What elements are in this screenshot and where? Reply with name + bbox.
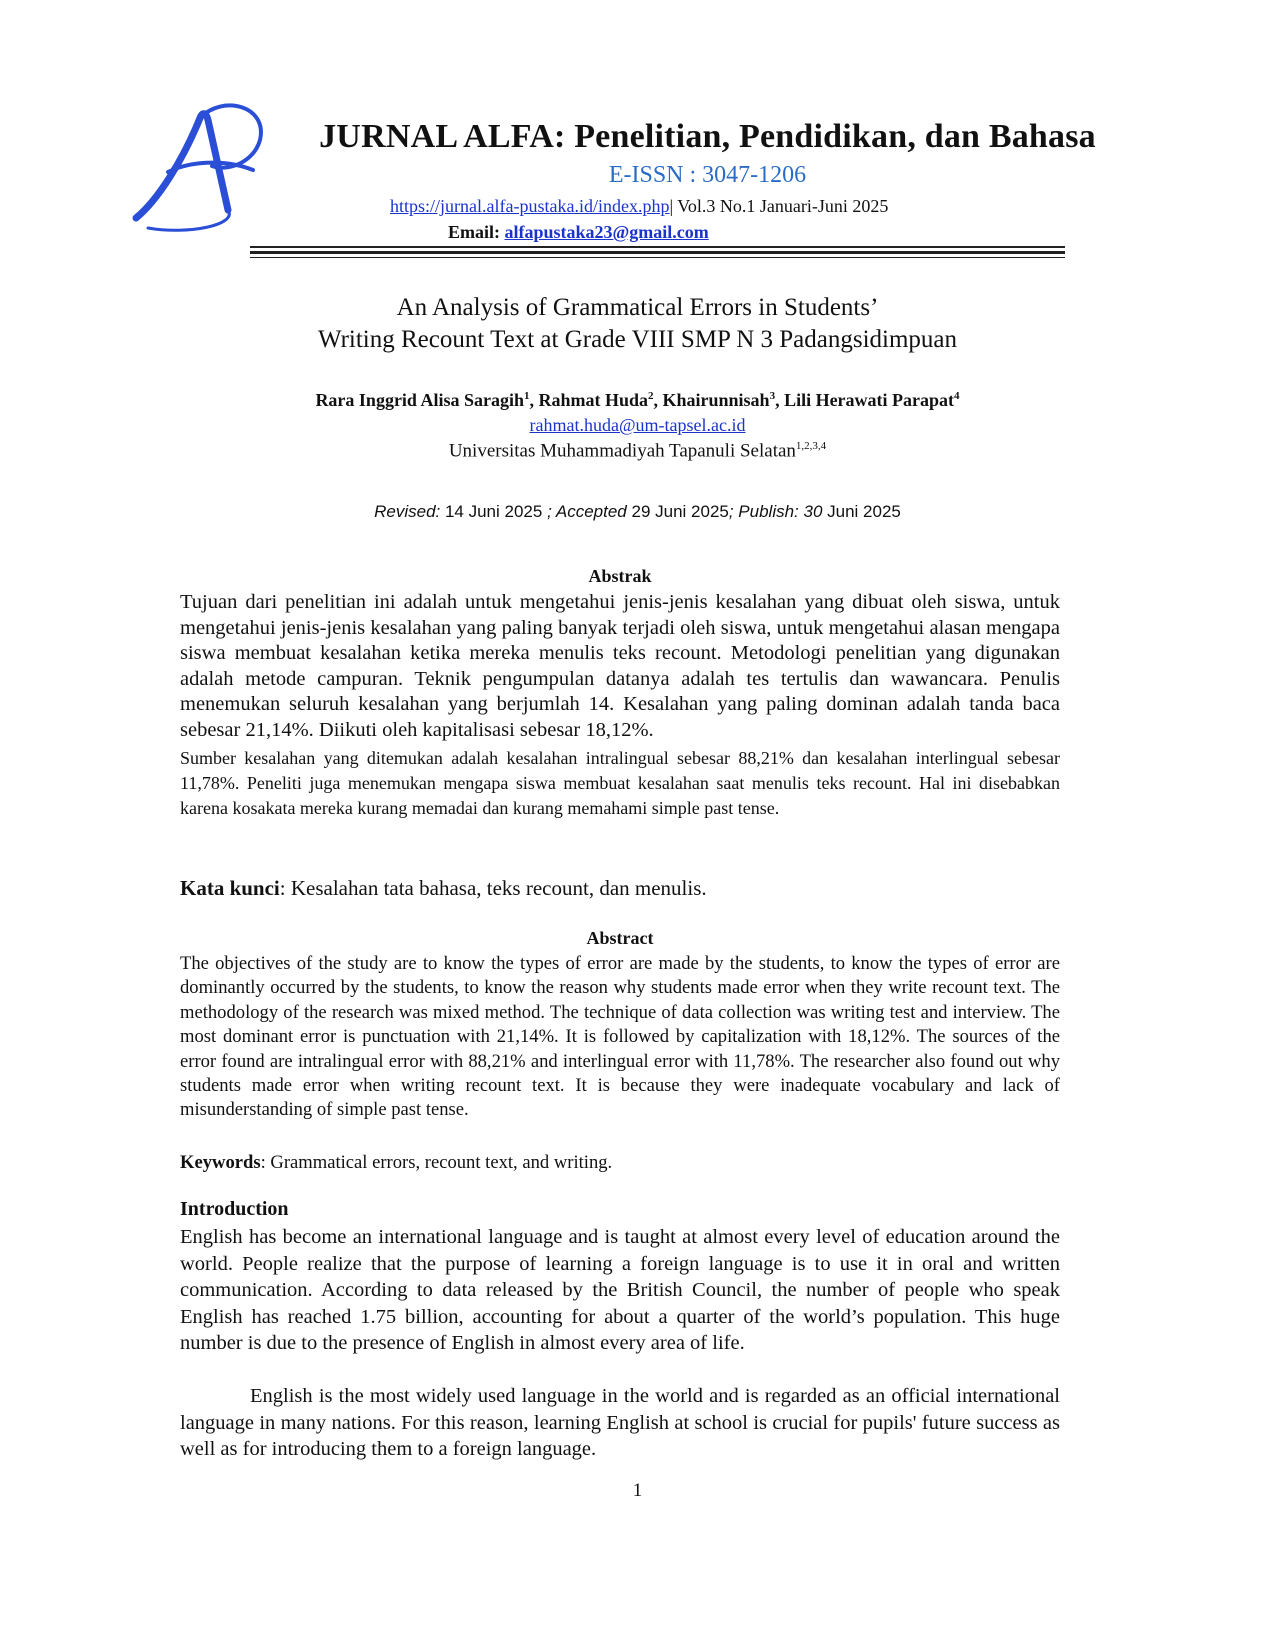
journal-email-link[interactable]: alfapustaka23@gmail.com	[504, 222, 709, 242]
journal-title: JURNAL ALFA: Penelitian, Pendidikan, dan Bahasa	[319, 118, 1096, 155]
author-name: Rahmat Huda	[538, 390, 648, 410]
affiliation	[0, 440, 1275, 462]
affiliation-sup: 1,2,3,4	[795, 440, 827, 452]
author-sup: 1	[523, 390, 530, 402]
author-sup: 3	[769, 390, 776, 402]
author-list: Rara Inggrid Alisa Saragih$^1$, Rahmat Huda$^2$, Khairunnisah$^3$, Lili Herawati Parapat$^4$	[315, 390, 960, 410]
publish-date: Juni 2025	[822, 502, 901, 521]
author-sup: 4	[954, 390, 960, 402]
accepted-date: 29 Juni 2025	[626, 502, 729, 521]
abstrak-heading: Abstrak	[588, 566, 652, 586]
revised-label: Revised:	[374, 502, 441, 521]
author-sup: 2	[648, 390, 654, 402]
paper-title-line2: Writing Recount Text at Grade VIII SMP N 3 Padangsidimpuan	[317, 326, 958, 353]
paper-title-line1: An Analysis of Grammatical Errors in Students’	[396, 294, 879, 321]
header-rule	[250, 251, 1065, 254]
email-label: Email:	[448, 222, 505, 242]
abstrak-body: Tujuan dari penelitian ini adalah untuk mengetahui jenis-jenis kesalahan yang dibuat oleh siswa, untuk mengetahui jenis-jenis kesalahan yang paling banyak terjadi oleh siswa, untuk mengetahui alasan mengapa siswa membuat kesalahan ketika mereka menulis teks recount. Metodologi penelitian yang digunakan adalah metode campuran. Teknik pengumpulan datanya adalah tes tertulis dan wawancara. Penulis menemukan seluruh kesalahan yang berjumlah 14. Kesalahan yang paling dominan adalah tanda baca sebesar 21,14%. Diikuti oleh kapitalisasi sebesar 18,12%.	[180, 591, 1060, 741]
contact-email-link[interactable]: rahmat.huda@um-tapsel.ac.id	[529, 415, 746, 435]
page-number: 1	[632, 1480, 643, 1501]
abstrak-keywords-label: Kata kunci	[180, 876, 280, 900]
journal-volume: | Vol.3 No.1 Januari-Juni 2025	[669, 196, 889, 216]
abstract-body: The objectives of the study are to know the types of error are made by the students, to know the types of error are dominantly occurred by the students, to know the reason why students made error when they write recount text. The methodology of the research was mixed method. The technique of data collection was writing test and interview. The most dominant error is punctuation with 21,14%. It is followed by capitalization with 18,12%. The sources of the error found are intralingual error with 88,21% and interlingual error with 11,78%. The researcher also found out why students made error when writing recount text. It is because they were inadequate vocabulary and lack of misunderstanding of simple past tense.	[180, 953, 1060, 1121]
abstract-keywords	[180, 1152, 1060, 1174]
header-rule	[250, 257, 1065, 258]
abstrak-keywords-text: : Kesalahan tata bahasa, teks recount, dan menulis.	[279, 876, 707, 900]
publication-dates	[0, 502, 1275, 522]
abstrak-keywords	[180, 876, 1060, 901]
revised-date: 14 Juni 2025	[440, 502, 548, 521]
paper-title	[0, 292, 1275, 356]
author-name: Rara Inggrid Alisa Saragih	[315, 390, 524, 410]
header-rule	[250, 246, 1065, 248]
journal-url-link[interactable]: https://jurnal.alfa-pustaka.id/index.php	[390, 196, 670, 216]
journal-email-line	[448, 222, 709, 243]
journal-url-line	[390, 196, 888, 217]
contact-email-line	[0, 415, 1275, 436]
affiliation-name: Universitas Muhammadiyah Tapanuli Selatan	[448, 440, 796, 462]
publish-label: ; Publish: 30	[728, 502, 823, 521]
journal-issn: E-ISSN : 3047-1206	[608, 162, 807, 188]
abstract-heading: Abstract	[586, 928, 654, 948]
introduction-heading: Introduction	[180, 1198, 289, 1220]
author-name: Khairunnisah	[662, 390, 770, 410]
abstract-keywords-label: Keywords	[180, 1152, 261, 1173]
author-name: Lili Herawati Parapat	[784, 390, 955, 410]
accepted-label: ; Accepted	[547, 502, 627, 521]
abstract-keywords-text: : Grammatical errors, recount text, and writing.	[260, 1152, 613, 1173]
abstrak-body-continued: Sumber kesalahan yang ditemukan adalah kesalahan intralingual sebesar 88,21% dan kesalahan interlingual sebesar 11,78%. Peneliti juga menemukan mengapa siswa membuat kesalahan saat menulis teks recount. Hal ini disebabkan karena kosakata mereka kurang memadai dan kurang memahami simple past tense.	[180, 748, 1060, 818]
introduction-paragraph: English has become an international language and is taught at almost every level of education around the world. People realize that the purpose of learning a foreign language is to use it in oral and written communication. According to data released by the British Council, the number of people who speak English has reached 1.75 billion, accounting for about a quarter of the world’s population. This huge number is due to the presence of English in almost every area of life.	[180, 1226, 1060, 1354]
introduction-paragraph: English is the most widely used language in the world and is regarded as an official international language in many nations. For this reason, learning English at school is crucial for pupils' future success as well as for introducing them to a foreign language.	[180, 1385, 1060, 1460]
